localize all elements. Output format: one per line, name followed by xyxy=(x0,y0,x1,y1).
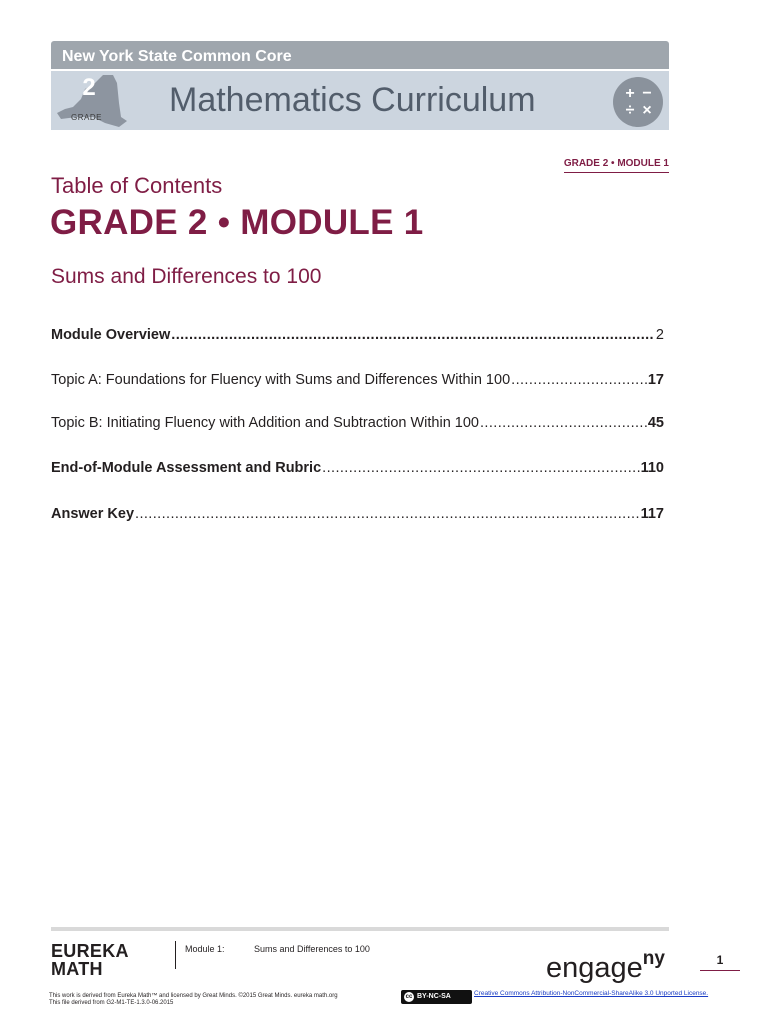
toc-entry-topic-b[interactable] xyxy=(51,415,664,431)
toc-entry-page: 17 xyxy=(647,372,664,388)
cc-badge-text: BY-NC-SA xyxy=(417,993,451,1000)
plus-icon: + xyxy=(625,85,635,102)
toc-entry-answer-key[interactable] xyxy=(51,506,664,522)
cc-license-link[interactable]: Creative Commons Attribution-NonCommercial-ShareAlike 3.0 Unported License. xyxy=(474,990,709,997)
toc-leader xyxy=(135,506,640,522)
page-number: 1 xyxy=(700,953,740,971)
fineprint-line-2: This file derived from G2-M1-TE-1.3.0-06.2015 xyxy=(49,1000,174,1006)
logo-line-2: MATH xyxy=(51,959,103,979)
toc-entry-assessment[interactable] xyxy=(51,460,664,476)
footer-module-label: Module 1: xyxy=(185,944,225,954)
banner-top-text: New York State Common Core xyxy=(51,41,669,69)
toc-entry-module-overview[interactable] xyxy=(51,327,664,343)
toc-entry-title: Topic A: Foundations for Fluency with Sums and Differences Within 100 xyxy=(51,372,511,388)
running-header: GRADE 2 • MODULE 1 xyxy=(564,158,669,173)
logo-line-1: EUREKA xyxy=(51,941,129,961)
banner-bottom xyxy=(51,71,669,130)
curriculum-banner xyxy=(51,41,669,130)
math-operations-icon xyxy=(613,77,663,127)
page-title: GRADE 2 • MODULE 1 xyxy=(50,203,424,242)
eureka-math-logo xyxy=(51,942,129,978)
grade-number: 2 xyxy=(82,74,96,101)
toc-entry-page: 45 xyxy=(647,415,664,431)
footer-rule xyxy=(51,927,669,931)
toc-leader xyxy=(171,327,655,343)
grade-label: GRADE xyxy=(71,113,102,122)
multiply-icon: × xyxy=(642,102,652,119)
toc-leader xyxy=(511,372,647,388)
toc-entry-page: 117 xyxy=(640,506,664,522)
toc-entry-title: Module Overview xyxy=(51,327,171,343)
engage-text: engage xyxy=(546,952,643,984)
toc-entry-title: Topic B: Initiating Fluency with Addition and Subtraction Within 100 xyxy=(51,415,479,431)
footer-divider xyxy=(175,941,176,969)
cc-license-badge xyxy=(401,990,472,1004)
toc-entry-page: 110 xyxy=(640,460,664,476)
minus-icon: − xyxy=(642,85,652,102)
license-fineprint xyxy=(49,993,338,1007)
toc-leader xyxy=(322,460,639,476)
toc-entry-title: Answer Key xyxy=(51,506,135,522)
creative-commons-icon: cc xyxy=(405,994,413,1000)
module-subtitle: Sums and Differences to 100 xyxy=(51,265,322,288)
toc-entry-topic-a[interactable] xyxy=(51,372,664,388)
banner-title: Mathematics Curriculum xyxy=(169,81,536,119)
footer-module-name: Sums and Differences to 100 xyxy=(254,944,370,954)
fineprint-line-1: This work is derived from Eureka Math™ and licensed by Great Minds. ©2015 Great Minds. eureka math.org xyxy=(49,993,338,999)
toc-entry-page: 2 xyxy=(655,327,664,343)
divide-icon: ÷ xyxy=(625,102,635,119)
toc-leader xyxy=(480,415,647,431)
ny-text: ny xyxy=(642,948,665,969)
engageny-logo xyxy=(546,942,665,985)
toc-entry-title: End-of-Module Assessment and Rubric xyxy=(51,460,322,476)
toc-label: Table of Contents xyxy=(51,173,223,198)
